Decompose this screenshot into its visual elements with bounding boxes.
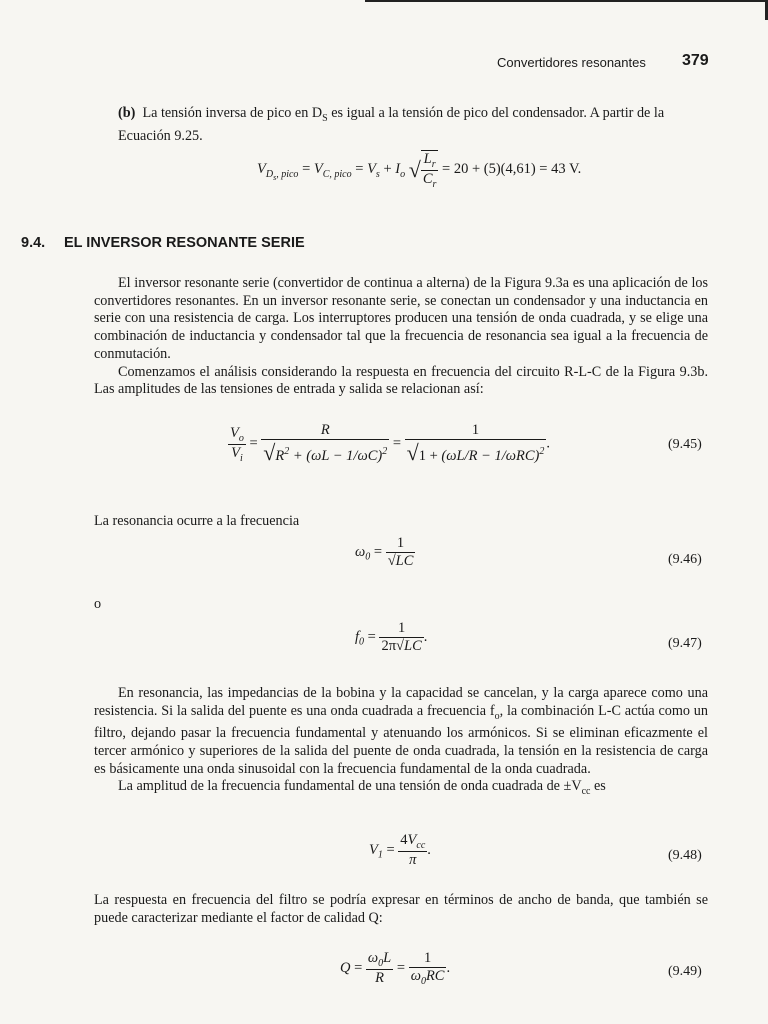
equation-9-49: Q = $\frac{\omega_0L}{R}$ = $\frac{1}{\omega_0RC}$ . [340,950,451,987]
paragraph-quality-factor: La respuesta en frecuencia del filtro se podría expresar en términos de ancho de banda, que también se puede caracterizar mediante el factor de calidad Q: [94,892,708,926]
equation-9-48: $V_1$ = $\frac{4V_{cc}}{\pi}$ . [369,832,431,868]
equation-9-46: $\omega_0$ = $\frac{1}{√LC}$ [355,535,414,569]
equation-number-9-46: (9.46) [668,552,702,567]
resonance-sentence: La resonancia ocurre a la frecuencia [94,513,300,529]
paragraph-intro: El inversor resonante serie (convertidor de continua a alterna) de la Figura 9.3a es una aplicación de los convertidores resonantes. En un inversor resonante serie, se conectan un condensador y una inductancia en serie con una resistencia de carga. Los interruptores producen una tensión de onda cuadrada, y se elige una combinación de inductancia y condensador tal que la frecuencia de resonancia sea igual a la frecuencia de conmutación. Comenzamos el análisis considerando la respuesta en frecuencia del circuito R-L-C de la Figura 9.3b. Las amplitudes de las tensiones de entrada y salida se relacionan así: [94,275,708,398]
part-b-paragraph: (b) La tensión inversa de pico en $D_S$ es igual a la tensión de pico del condensador. A partir de la Ecuación 9.25. [118,105,665,144]
equation-number-9-48: (9.48) [668,848,702,863]
or-word: o [94,596,102,612]
equation-number-9-49: (9.49) [668,964,702,979]
equation-number-9-47: (9.47) [668,636,702,651]
equation-9-47: $f_0$ = $\frac{1}{2\pi√LC}$ . [355,620,428,654]
equation-peak-voltage: $V_{D_s, pico} = V_{C, pico} = V_s + I_o$ √ $\frac{L_r}{C_r}$ = 20 + (5)(4,61) = 43 V. [257,151,582,190]
running-header: Convertidores resonantes [497,55,646,70]
equation-9-45: $\frac{V_o}{V_i}$ = $\frac{R}{√R^2 + (\omega L - 1/\omega C)^2}$ = $\frac{1}{√1 + (\omega L/R - 1/\omega RC)^2}$ . [230,422,550,465]
page-number: 379 [682,52,709,69]
part-b-label: (b) [118,105,136,121]
top-rule [365,0,768,2]
equation-number-9-45: (9.45) [668,437,702,452]
paragraph-resonance: En resonancia, las impedancias de la bobina y la capacidad se cancelan, y la carga aparece como una resistencia. Si la salida del puente es una onda cuadrada a frecuencia $f_o$, la combinación L-C actúa como un filtro, dejando pasar la frecuencia fundamental y atenuando los armónicos. Si se eliminan eficazmente el tercer armónico y superiores de la salida del puente de onda cuadrada, la tensión en la resistencia de carga es básicamente una onda sinusoidal con la frecuencia fundamental de la onda cuadrada. La amplitud de la frecuencia fundamental de una tensión de onda cuadrada de $\pm V_{cc}$ es [94,685,708,798]
section-heading: 9.4. EL INVERSOR RESONANTE SERIE [21,235,305,251]
